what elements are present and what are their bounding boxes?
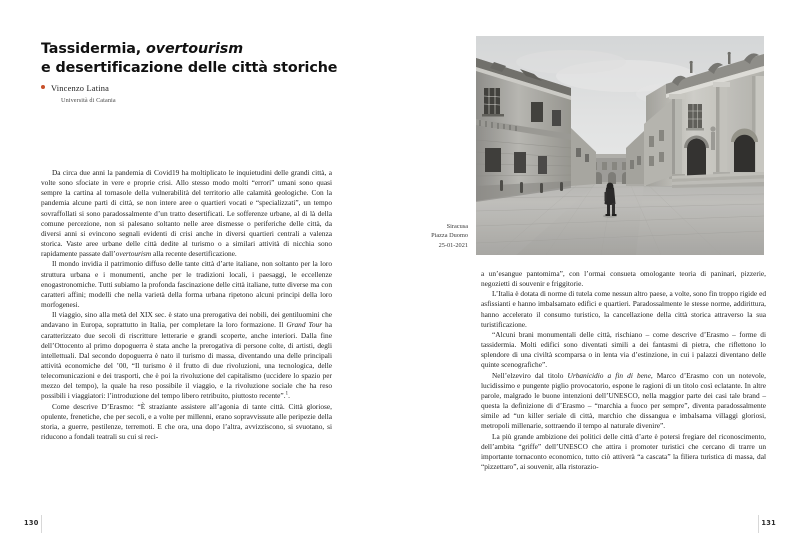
paragraph: [481, 330, 766, 371]
paragraph: [481, 432, 766, 473]
page-number-right: 131: [761, 519, 776, 527]
paragraph-text: Da circa due anni la pandemia di Covid19 ha moltiplicato le inquietudini delle grandi città, a volte sono sfociate in vere e proprie crisi. Allo stesso modo molti “errori” umani sono quasi sempre la cartina al tornasole della vulnerabilità del territorio alle calamità geologiche. Con la pandemia alcune parti di città, se non intere aree o quartieri vocati e “specializzati”, un tempo sovraffollati si sono paradossalmente d’un tratto desertificati. Le sofferenze urbane, al di là della comune percezione, non si palesano soltanto nelle aree dismesse o periferiche delle città, da diversi anni si evincono segnali evidenti di crisi anche in diversi quartieri centrali a valenza storica. Vaste aree urbane delle città dedite al turismo o a similari attività di nicchia sono rapidamente passate dall’overtourism alla recente desertificazione.: [41, 168, 332, 259]
byline-row: [41, 84, 341, 93]
caption-line: Piazza Duomo: [431, 232, 468, 240]
photo-piazza-duomo-siracusa: [476, 36, 764, 255]
article-title-line2: e desertificazione delle città storiche: [41, 60, 338, 76]
paragraph-text: Il mondo invidia il patrimonio diffuso delle tante città d’arte italiane, non soltanto per la loro struttura urbana e i monumenti, anche per le tradizioni locali, i paesaggi, le eccellenze enogastronomiche. Tutti subiamo la profonda fascinazione delle città italiane, tutte diverse ma con caratteri affini; modelli che nella varietà della forma urbana ripetono alcuni principi della loro morfogenesi.: [41, 259, 332, 310]
article-title-line1-italic: overtourism: [146, 41, 243, 57]
paragraph-text: “Alcuni brani monumentali delle città, rischiano – come descrive d’Erasmo – forme di tassidermia. Molti edifici sono diventati simili a dei fantasmi di pietra, che riflettono lo splendore di una civiltà scomparsa o in lenta via d’estinzione, in cui i palazzi diventano delle quinte scenografiche”.: [481, 329, 766, 370]
caption-line: Siracusa: [446, 223, 468, 230]
photo-caption: [376, 222, 468, 250]
paragraph-text: Nell’elzeviro dal titolo Urbanicidio a fin di bene, Marco d’Erasmo con un notevole, lucidissimo e pungente piglio provocatorio, espone le ragioni di un titolo così eclatante. In altre parole, malgrado le buone intenzioni dell’UNESCO, nella maggior parte dei casi tale brand – questa la definizione di d’Erasmo – “marchia a fuoco per sempre”, diventa paradossalmente simile ad “un killer seriale di città, marchio che dissangua e imbalsama villaggi gloriosi, metropoli millenarie, sottraendo il tempo al naturale divenire”.: [481, 370, 766, 431]
footnote-marker: 1: [285, 391, 289, 397]
page-title: [41, 40, 341, 78]
caption-line: 25-01-2021: [438, 241, 468, 249]
paragraph: [481, 269, 766, 289]
paragraph-text: Il viaggio, sino alla metà del XIX sec. è stato una prerogativa dei nobili, dei gentiluomini che andavano in Europa, soprattutto in Italia, per completare la loro formazione. Il Grand Tour ha caratterizzato due secoli di riscritture letterarie e grandi scoperte, anche interiori. Dalla fine dell’Ottocento al primo dopoguerra è stata anche la prerogativa di persone colte, di artisti, degli intellettuali. Dal secondo dopoguerra è nato il turismo di massa, diventando una delle principali attività economiche del ’00, “Il turismo è il frutto di due rivoluzioni, una tecnologica, delle telecomunicazioni e dei trasporti, che è poi la rivoluzione del capitalismo (uccidere lo spazio per mezzo del tempo), la quale ha reso possibile il viaggio, e la rivoluzione sociale che ha reso possibili i viaggiatori: l’introduzione del tempo libero retribuito, piuttosto recente”.: [41, 310, 332, 401]
author-name: Vincenzo Latina: [51, 84, 110, 93]
paragraph: [41, 402, 332, 443]
paragraph-text: Come descrive D’Erasmo: “È straziante assistere all’agonia di tante città. Città gloriose, opulente, frenetiche, che per secoli, e a volte per millenni, erano sopravvissute alle peripezie della storia, a guerre, pestilenze, terremoti. E che ora, una dopo l’altra, avvizziscono, si svuotano, si riducono a fondali teatrali su cui si reci-: [41, 401, 332, 442]
paragraph-text: L’Italia è dotata di norme di tutela come nessun altro paese, a volte, sono fin troppo rigide ed asfissianti e hanno imbalsamato edifici e quartieri. Paradossalmente le stesse norme, addirittura, hanno accelerato il consumo turistico, la cancellazione della città storica attraverso la sua turistificazione.: [481, 289, 766, 329]
page-number-left: 130: [24, 519, 39, 527]
paragraph: [481, 289, 766, 330]
author-affiliation: Università di Catania: [61, 96, 116, 104]
article-title-line1-plain: Tassidermia,: [41, 41, 147, 57]
body-text-column-left: [41, 168, 332, 442]
folio-rule: [758, 515, 759, 533]
paragraph: Il viaggio, sino alla metà del XIX sec. è stato una prerogativa dei nobili, dei gentiluomini che andavano in Europa, soprattutto in Italia, per completare la loro formazione. Il Grand Tour ha caratterizzato due secoli di riscritture letterarie e grandi scoperte, anche interiori. Dalla fine dell’Ottocento al primo dopoguerra è stata anche la prerogativa di persone colte, di artisti, degli intellettuali. Dal secondo dopoguerra è nato il turismo di massa, diventando una delle principali attività economiche del ’00, “Il turismo è il frutto di due rivoluzioni, una tecnologica, delle telecomunicazioni e dei trasporti, che è poi la rivoluzione del capitalismo (uccidere lo spazio per mezzo del tempo), la quale ha reso possibile il viaggio, e la rivoluzione sociale che ha reso possibili i viaggiatori: l’introduzione del tempo libero retribuito, piuttosto recente”.$^1$.: [41, 310, 332, 401]
bullet-icon: [41, 85, 45, 89]
byline: [41, 84, 341, 104]
paragraph-text: a un’esangue pantomima”, con l’ormai consueta omologante teoria di paninari, pizzerie, negozietti di souvenir e friggitorie.: [481, 269, 766, 289]
article-title: [41, 40, 341, 78]
paragraph: [481, 371, 766, 432]
folio-rule: [41, 515, 42, 533]
photograph: [476, 36, 764, 255]
paragraph-text: La più grande ambizione dei politici delle città d’arte è potersi fregiare del riconoscimento, dell’ambita “griffe” dell’UNESCO che attira i promoter turistici che cercano di trarre un importante tornaconto economico, tutto ciò attiverà “a cascata” la filiera turistica di massa, dal “pizzettaro”, ai souvenir, alla ristorazio-: [481, 431, 766, 471]
body-text-column-right: [481, 269, 766, 472]
paragraph: [41, 259, 332, 310]
paragraph: [41, 168, 332, 259]
